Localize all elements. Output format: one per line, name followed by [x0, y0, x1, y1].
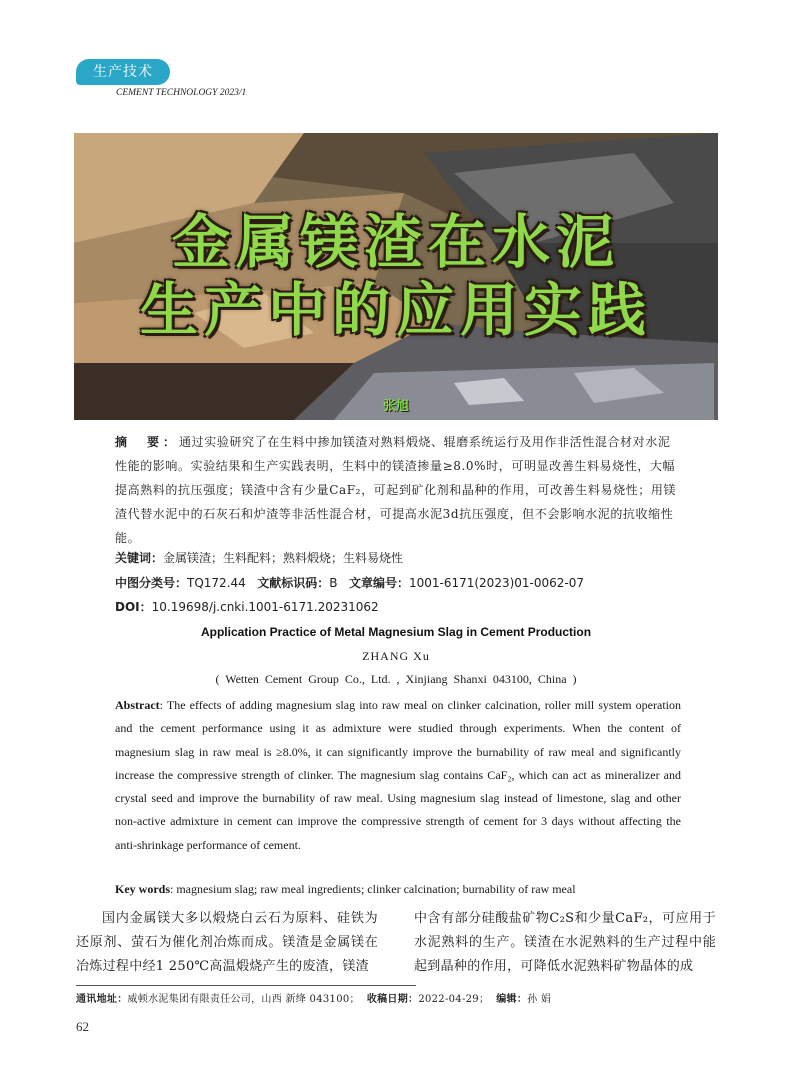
article-label: 文章编号：	[348, 576, 409, 590]
received-label: 收稿日期：	[366, 994, 419, 1005]
address-label: 通讯地址：	[76, 994, 128, 1005]
keywords-text: 金属镁渣；生料配料；熟料煅烧；生料易烧性	[163, 551, 404, 565]
received-date: 2022-04-29；	[418, 994, 490, 1005]
journal-running-head: CEMENT TECHNOLOGY 2023/1	[116, 88, 247, 98]
doi-line	[115, 598, 681, 615]
classification-line	[115, 574, 681, 591]
class-value: TQ172.44	[187, 576, 246, 590]
english-abstract-text: : The effects of adding magnesium slag into raw meal on clinker calcination, roller mill system operation and the cement performance using it as admixture were studied through experiments. When the content of magnesium slag in raw meal is ≥8.0%, it can significantly improve the burnability of raw meal and significantly increase the compressive strength of clinker. The magnesium slag contains CaF₂, which can act as mineralizer and crystal seed and improve the burnability of raw meal. Using magnesium slag instead of limestone, slag and other non-active admixture in cement can improve the compressive strength of cement for 3 days without affecting the anti-shrinkage performance of cement.	[115, 698, 681, 852]
editor-name: 孙 娟	[527, 994, 552, 1005]
english-affiliation: ( Wetten Cement Group Co., Ltd. , Xinjiang Shanxi 043100, China )	[215, 672, 577, 686]
address-text: 威顿水泥集团有限责任公司，山西 新绛 043100；	[127, 994, 360, 1005]
hero-title-line2: 生产中的应用实践	[139, 276, 652, 344]
body-column-right: 中含有部分硅酸盐矿物C₂S和少量CaF₂，可应用于水泥熟料的生产。镁渣在水泥熟料的生产过程中能起到晶种的作用，可降低水泥熟料矿物晶体的成	[414, 911, 716, 974]
abstract-text: 通过实验研究了在生料中掺加镁渣对熟料煅烧、辊磨系统运行及用作非活性混合材对水泥性能的影响。实验结果和生产实践表明，生料中的镁渣掺量≥8.0%时，可明显改善生料易烧性，大幅提高熟料的抗压强度；镁渣中含有少量CaF₂，可起到矿化剂和晶种的作用，可改善生料易烧性；用镁渣代替水泥中的石灰石和炉渣等非活性混合材，可提高水泥3d抗压强度，但不会影响水泥的抗收缩性能。	[115, 435, 677, 545]
english-abstract	[115, 694, 681, 857]
chinese-abstract	[115, 430, 681, 550]
footnote	[76, 990, 551, 1005]
author-name: 张旭	[382, 399, 409, 414]
footnote-divider	[76, 985, 416, 986]
abstract-label: 摘 要：	[115, 435, 180, 449]
english-author: ZHANG Xu	[362, 649, 430, 663]
article-value: 1001-6171(2023)01-0062-07	[408, 576, 585, 590]
keywords-label: 关键词：	[115, 551, 164, 565]
english-keywords	[115, 882, 681, 897]
english-abstract-label: Abstract	[115, 698, 160, 712]
english-title: Application Practice of Metal Magnesium Slag in Cement Production	[200, 625, 592, 639]
english-keywords-text: : magnesium slag; raw meal ingredients; clinker calcination; burnability of raw meal	[170, 882, 576, 896]
english-keywords-label: Key words	[115, 882, 170, 896]
doccode-value: B	[329, 576, 338, 590]
page-number: 62	[76, 1019, 89, 1034]
body-column-left: 国内金属镁大多以煅烧白云石为原料、硅铁为还原剂、萤石为催化剂冶炼而成。镁渣是金属镁在冶炼过程中经1 250℃高温煅烧产生的废渣，镁渣	[76, 911, 378, 974]
doi-value: 10.19698/j.cnki.1001-6171.20231062	[151, 600, 379, 614]
chinese-keywords	[115, 549, 681, 566]
doi-label: DOI：	[115, 600, 152, 614]
hero-banner	[74, 133, 718, 420]
doccode-label: 文献标识码：	[257, 576, 330, 590]
hero-title-line1: 金属镁渣在水泥	[171, 208, 620, 276]
class-label: 中图分类号：	[115, 576, 188, 590]
editor-label: 编辑：	[496, 994, 528, 1005]
section-tag: 生产技术	[76, 59, 170, 85]
